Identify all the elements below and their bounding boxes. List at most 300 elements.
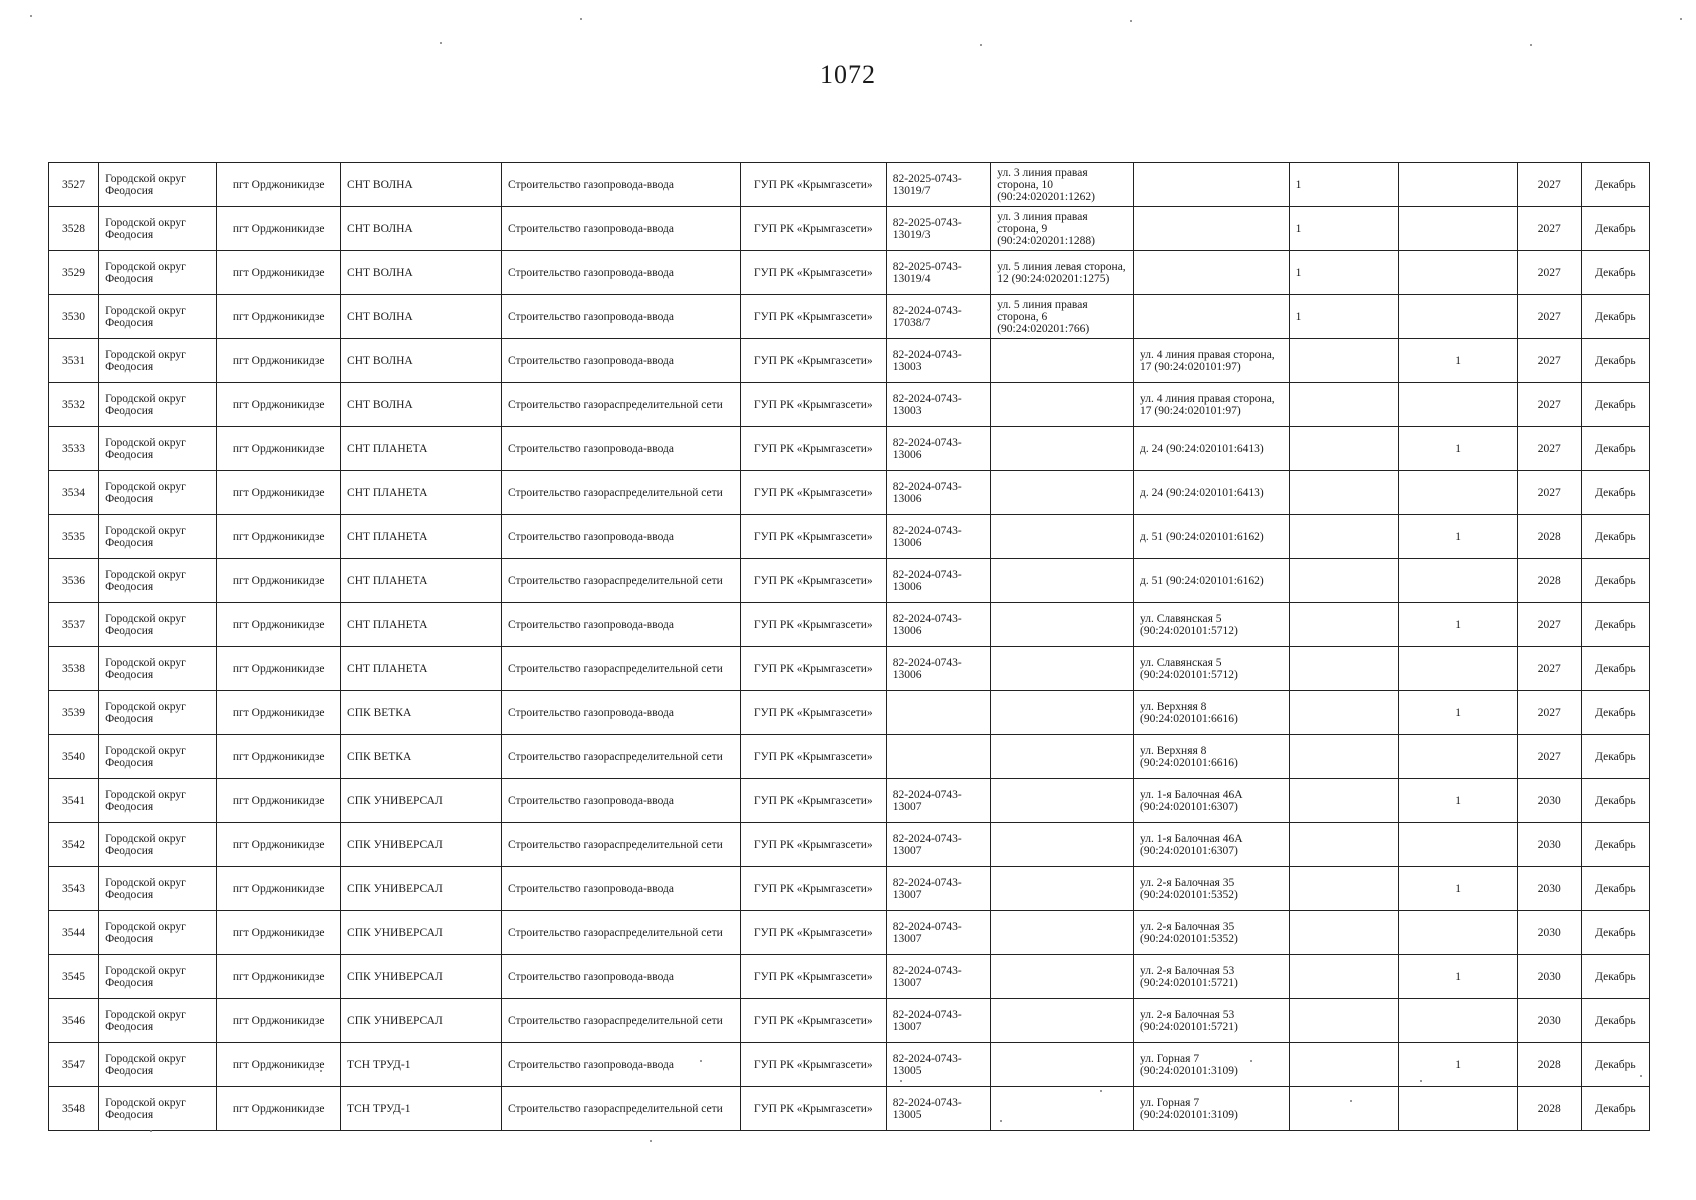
count-cell-a [1289, 559, 1399, 603]
object-cell: СПК УНИВЕРСАЛ [341, 911, 502, 955]
settlement-cell: пгт Орджоникидзе [217, 735, 341, 779]
settlement-cell: пгт Орджоникидзе [217, 691, 341, 735]
organization-cell: ГУП РК «Крымгазсети» [740, 515, 886, 559]
year-cell: 2027 [1517, 295, 1581, 339]
table-row [49, 823, 1650, 867]
table-row [49, 779, 1650, 823]
work-type-cell: Строительство газопровода-ввода [501, 691, 740, 735]
table-row [49, 647, 1650, 691]
organization-cell: ГУП РК «Крымгазсети» [740, 427, 886, 471]
address-cell-a [991, 823, 1134, 867]
scan-speck [1000, 1120, 1002, 1122]
document-number-cell [886, 691, 990, 735]
settlement-cell: пгт Орджоникидзе [217, 383, 341, 427]
row-number: 3527 [49, 163, 99, 207]
count-cell-b [1399, 1087, 1517, 1131]
address-cell-b: ул. Верхняя 8 (90:24:020101:6616) [1134, 735, 1290, 779]
year-cell: 2027 [1517, 691, 1581, 735]
year-cell: 2027 [1517, 383, 1581, 427]
organization-cell: ГУП РК «Крымгазсети» [740, 163, 886, 207]
organization-cell: ГУП РК «Крымгазсети» [740, 691, 886, 735]
row-number: 3544 [49, 911, 99, 955]
month-cell: Декабрь [1581, 823, 1649, 867]
table-row [49, 383, 1650, 427]
document-number-cell: 82-2024-0743-13003 [886, 383, 990, 427]
object-cell: СПК УНИВЕРСАЛ [341, 999, 502, 1043]
address-cell-a [991, 515, 1134, 559]
scan-speck [320, 1070, 322, 1072]
address-cell-b: ул. Горная 7 (90:24:020101:3109) [1134, 1043, 1290, 1087]
district-cell: Городской округ Феодосия [99, 383, 217, 427]
year-cell: 2028 [1517, 559, 1581, 603]
table-row [49, 251, 1650, 295]
month-cell: Декабрь [1581, 163, 1649, 207]
scan-speck [1530, 44, 1532, 46]
object-cell: СНТ ВОЛНА [341, 251, 502, 295]
row-number: 3532 [49, 383, 99, 427]
year-cell: 2027 [1517, 471, 1581, 515]
count-cell-b [1399, 163, 1517, 207]
document-number-cell: 82-2024-0743-17038/7 [886, 295, 990, 339]
district-cell: Городской округ Феодосия [99, 207, 217, 251]
row-number: 3528 [49, 207, 99, 251]
document-number-cell: 82-2025-0743-13019/3 [886, 207, 990, 251]
address-cell-a: ул. 5 линия правая сторона, 6 (90:24:020201:766) [991, 295, 1134, 339]
object-cell: СНТ ВОЛНА [341, 339, 502, 383]
district-cell: Городской округ Феодосия [99, 691, 217, 735]
object-cell: СНТ ВОЛНА [341, 207, 502, 251]
month-cell: Декабрь [1581, 647, 1649, 691]
row-number: 3533 [49, 427, 99, 471]
document-number-cell: 82-2024-0743-13006 [886, 515, 990, 559]
table-row [49, 1043, 1650, 1087]
table-row [49, 559, 1650, 603]
settlement-cell: пгт Орджоникидзе [217, 339, 341, 383]
object-cell: СПК УНИВЕРСАЛ [341, 823, 502, 867]
address-cell-a [991, 779, 1134, 823]
year-cell: 2030 [1517, 867, 1581, 911]
organization-cell: ГУП РК «Крымгазсети» [740, 1043, 886, 1087]
year-cell: 2027 [1517, 163, 1581, 207]
organization-cell: ГУП РК «Крымгазсети» [740, 339, 886, 383]
work-type-cell: Строительство газопровода-ввода [501, 955, 740, 999]
district-cell: Городской округ Феодосия [99, 295, 217, 339]
scan-speck [1130, 20, 1132, 22]
work-type-cell: Строительство газораспределительной сети [501, 1087, 740, 1131]
document-number-cell: 82-2024-0743-13006 [886, 603, 990, 647]
work-type-cell: Строительство газопровода-ввода [501, 603, 740, 647]
count-cell-a [1289, 867, 1399, 911]
count-cell-a [1289, 735, 1399, 779]
document-number-cell: 82-2024-0743-13007 [886, 911, 990, 955]
district-cell: Городской округ Феодосия [99, 471, 217, 515]
scan-speck [1100, 1090, 1102, 1092]
object-cell: СПК ВЕТКА [341, 735, 502, 779]
organization-cell: ГУП РК «Крымгазсети» [740, 955, 886, 999]
document-number-cell: 82-2025-0743-13019/7 [886, 163, 990, 207]
row-number: 3547 [49, 1043, 99, 1087]
count-cell-b [1399, 999, 1517, 1043]
address-cell-b: ул. 2-я Балочная 35 (90:24:020101:5352) [1134, 867, 1290, 911]
object-cell: СНТ ВОЛНА [341, 383, 502, 427]
table-row [49, 603, 1650, 647]
settlement-cell: пгт Орджоникидзе [217, 1043, 341, 1087]
organization-cell: ГУП РК «Крымгазсети» [740, 559, 886, 603]
district-cell: Городской округ Феодосия [99, 999, 217, 1043]
document-number-cell: 82-2024-0743-13007 [886, 999, 990, 1043]
address-cell-a [991, 867, 1134, 911]
document-number-cell: 82-2024-0743-13005 [886, 1043, 990, 1087]
settlement-cell: пгт Орджоникидзе [217, 911, 341, 955]
address-cell-b: ул. Славянская 5 (90:24:020101:5712) [1134, 647, 1290, 691]
document-number-cell: 82-2024-0743-13006 [886, 471, 990, 515]
object-cell: ТСН ТРУД-1 [341, 1043, 502, 1087]
count-cell-a [1289, 471, 1399, 515]
count-cell-a: 1 [1289, 251, 1399, 295]
district-cell: Городской округ Феодосия [99, 603, 217, 647]
object-cell: СПК УНИВЕРСАЛ [341, 867, 502, 911]
organization-cell: ГУП РК «Крымгазсети» [740, 295, 886, 339]
address-cell-b: ул. Верхняя 8 (90:24:020101:6616) [1134, 691, 1290, 735]
district-cell: Городской округ Феодосия [99, 339, 217, 383]
month-cell: Декабрь [1581, 559, 1649, 603]
count-cell-a: 1 [1289, 295, 1399, 339]
district-cell: Городской округ Феодосия [99, 163, 217, 207]
address-cell-b: ул. Славянская 5 (90:24:020101:5712) [1134, 603, 1290, 647]
count-cell-a [1289, 955, 1399, 999]
address-cell-b: ул. 4 линия правая сторона, 17 (90:24:020101:97) [1134, 383, 1290, 427]
month-cell: Декабрь [1581, 911, 1649, 955]
table-row [49, 207, 1650, 251]
row-number: 3529 [49, 251, 99, 295]
month-cell: Декабрь [1581, 295, 1649, 339]
row-number: 3536 [49, 559, 99, 603]
row-number: 3542 [49, 823, 99, 867]
table-row [49, 999, 1650, 1043]
settlement-cell: пгт Орджоникидзе [217, 955, 341, 999]
table-row [49, 163, 1650, 207]
address-cell-b [1134, 251, 1290, 295]
address-cell-b: д. 51 (90:24:020101:6162) [1134, 515, 1290, 559]
organization-cell: ГУП РК «Крымгазсети» [740, 735, 886, 779]
count-cell-b [1399, 911, 1517, 955]
object-cell: СПК ВЕТКА [341, 691, 502, 735]
scan-speck [900, 1080, 902, 1082]
settlement-cell: пгт Орджоникидзе [217, 867, 341, 911]
month-cell: Декабрь [1581, 603, 1649, 647]
address-cell-a: ул. 3 линия правая сторона, 9 (90:24:020201:1288) [991, 207, 1134, 251]
scan-speck [1680, 18, 1682, 20]
year-cell: 2027 [1517, 603, 1581, 647]
scan-speck [580, 18, 582, 20]
count-cell-b: 1 [1399, 515, 1517, 559]
settlement-cell: пгт Орджоникидзе [217, 427, 341, 471]
address-cell-b: ул. 1-я Балочная 46А (90:24:020101:6307) [1134, 779, 1290, 823]
object-cell: СПК УНИВЕРСАЛ [341, 955, 502, 999]
settlement-cell: пгт Орджоникидзе [217, 471, 341, 515]
settlement-cell: пгт Орджоникидзе [217, 251, 341, 295]
row-number: 3539 [49, 691, 99, 735]
work-type-cell: Строительство газопровода-ввода [501, 339, 740, 383]
year-cell: 2027 [1517, 647, 1581, 691]
organization-cell: ГУП РК «Крымгазсети» [740, 603, 886, 647]
scan-speck [700, 1060, 702, 1062]
organization-cell: ГУП РК «Крымгазсети» [740, 207, 886, 251]
settlement-cell: пгт Орджоникидзе [217, 999, 341, 1043]
document-number-cell: 82-2024-0743-13007 [886, 867, 990, 911]
work-type-cell: Строительство газораспределительной сети [501, 735, 740, 779]
work-type-cell: Строительство газораспределительной сети [501, 559, 740, 603]
row-number: 3534 [49, 471, 99, 515]
count-cell-a [1289, 691, 1399, 735]
district-cell: Городской округ Феодосия [99, 779, 217, 823]
count-cell-a [1289, 647, 1399, 691]
month-cell: Декабрь [1581, 515, 1649, 559]
year-cell: 2030 [1517, 955, 1581, 999]
table-row [49, 427, 1650, 471]
table-body [49, 163, 1650, 1131]
row-number: 3543 [49, 867, 99, 911]
address-cell-a [991, 691, 1134, 735]
count-cell-b [1399, 383, 1517, 427]
document-number-cell: 82-2024-0743-13007 [886, 779, 990, 823]
address-cell-b: ул. Горная 7 (90:24:020101:3109) [1134, 1087, 1290, 1131]
count-cell-a [1289, 911, 1399, 955]
scan-speck [980, 44, 982, 46]
count-cell-a: 1 [1289, 207, 1399, 251]
address-cell-b: ул. 4 линия правая сторона, 17 (90:24:020101:97) [1134, 339, 1290, 383]
work-type-cell: Строительство газораспределительной сети [501, 383, 740, 427]
row-number: 3548 [49, 1087, 99, 1131]
work-type-cell: Строительство газораспределительной сети [501, 999, 740, 1043]
district-cell: Городской округ Феодосия [99, 823, 217, 867]
year-cell: 2027 [1517, 735, 1581, 779]
work-type-cell: Строительство газопровода-ввода [501, 515, 740, 559]
settlement-cell: пгт Орджоникидзе [217, 647, 341, 691]
address-cell-b [1134, 295, 1290, 339]
object-cell: СНТ ПЛАНЕТА [341, 471, 502, 515]
page-number: 1072 [820, 60, 876, 89]
document-number-cell: 82-2024-0743-13003 [886, 339, 990, 383]
table-row [49, 955, 1650, 999]
count-cell-b [1399, 295, 1517, 339]
address-cell-a [991, 999, 1134, 1043]
document-number-cell: 82-2024-0743-13005 [886, 1087, 990, 1131]
document-number-cell [886, 735, 990, 779]
year-cell: 2027 [1517, 207, 1581, 251]
object-cell: СНТ ПЛАНЕТА [341, 427, 502, 471]
count-cell-a [1289, 339, 1399, 383]
organization-cell: ГУП РК «Крымгазсети» [740, 779, 886, 823]
scan-speck [1420, 1080, 1422, 1082]
district-cell: Городской округ Феодосия [99, 1087, 217, 1131]
count-cell-b [1399, 251, 1517, 295]
row-number: 3538 [49, 647, 99, 691]
organization-cell: ГУП РК «Крымгазсети» [740, 471, 886, 515]
table-row [49, 471, 1650, 515]
district-cell: Городской округ Феодосия [99, 559, 217, 603]
settlement-cell: пгт Орджоникидзе [217, 295, 341, 339]
work-type-cell: Строительство газораспределительной сети [501, 911, 740, 955]
organization-cell: ГУП РК «Крымгазсети» [740, 1087, 886, 1131]
settlement-cell: пгт Орджоникидзе [217, 779, 341, 823]
object-cell: СНТ ПЛАНЕТА [341, 603, 502, 647]
count-cell-b: 1 [1399, 427, 1517, 471]
row-number: 3530 [49, 295, 99, 339]
document-number-cell: 82-2024-0743-13006 [886, 559, 990, 603]
settlement-cell: пгт Орджоникидзе [217, 163, 341, 207]
address-cell-a [991, 955, 1134, 999]
month-cell: Декабрь [1581, 779, 1649, 823]
count-cell-b [1399, 559, 1517, 603]
table-row [49, 911, 1650, 955]
organization-cell: ГУП РК «Крымгазсети» [740, 999, 886, 1043]
year-cell: 2030 [1517, 911, 1581, 955]
organization-cell: ГУП РК «Крымгазсети» [740, 823, 886, 867]
settlement-cell: пгт Орджоникидзе [217, 207, 341, 251]
count-cell-b [1399, 207, 1517, 251]
address-cell-a [991, 647, 1134, 691]
count-cell-a [1289, 603, 1399, 647]
address-cell-a [991, 735, 1134, 779]
scan-speck [650, 1140, 652, 1142]
year-cell: 2027 [1517, 427, 1581, 471]
settlement-cell: пгт Орджоникидзе [217, 603, 341, 647]
object-cell: СПК УНИВЕРСАЛ [341, 779, 502, 823]
row-number: 3545 [49, 955, 99, 999]
month-cell: Декабрь [1581, 251, 1649, 295]
address-cell-a [991, 427, 1134, 471]
work-type-cell: Строительство газораспределительной сети [501, 471, 740, 515]
month-cell: Декабрь [1581, 207, 1649, 251]
address-cell-a [991, 471, 1134, 515]
row-number: 3546 [49, 999, 99, 1043]
month-cell: Декабрь [1581, 867, 1649, 911]
count-cell-b: 1 [1399, 1043, 1517, 1087]
table-row [49, 295, 1650, 339]
district-cell: Городской округ Феодосия [99, 955, 217, 999]
count-cell-a [1289, 999, 1399, 1043]
count-cell-a [1289, 515, 1399, 559]
address-cell-b: ул. 2-я Балочная 53 (90:24:020101:5721) [1134, 999, 1290, 1043]
count-cell-a [1289, 427, 1399, 471]
table-row [49, 735, 1650, 779]
count-cell-a [1289, 779, 1399, 823]
count-cell-b [1399, 647, 1517, 691]
settlement-cell: пгт Орджоникидзе [217, 559, 341, 603]
year-cell: 2028 [1517, 1043, 1581, 1087]
count-cell-b: 1 [1399, 955, 1517, 999]
work-type-cell: Строительство газораспределительной сети [501, 823, 740, 867]
district-cell: Городской округ Феодосия [99, 911, 217, 955]
month-cell: Декабрь [1581, 691, 1649, 735]
count-cell-a [1289, 1043, 1399, 1087]
work-type-cell: Строительство газопровода-ввода [501, 867, 740, 911]
work-type-cell: Строительство газопровода-ввода [501, 295, 740, 339]
work-type-cell: Строительство газопровода-ввода [501, 163, 740, 207]
object-cell: СНТ ВОЛНА [341, 163, 502, 207]
address-cell-a [991, 1043, 1134, 1087]
scan-speck [1640, 1075, 1642, 1077]
address-cell-b: ул. 2-я Балочная 53 (90:24:020101:5721) [1134, 955, 1290, 999]
address-cell-b: ул. 1-я Балочная 46А (90:24:020101:6307) [1134, 823, 1290, 867]
document-number-cell: 82-2024-0743-13006 [886, 427, 990, 471]
district-cell: Городской округ Феодосия [99, 427, 217, 471]
document-number-cell: 82-2024-0743-13006 [886, 647, 990, 691]
row-number: 3531 [49, 339, 99, 383]
organization-cell: ГУП РК «Крымгазсети» [740, 647, 886, 691]
work-type-cell: Строительство газопровода-ввода [501, 1043, 740, 1087]
address-cell-a [991, 339, 1134, 383]
count-cell-b [1399, 471, 1517, 515]
scan-speck [440, 42, 442, 44]
row-number: 3535 [49, 515, 99, 559]
settlement-cell: пгт Орджоникидзе [217, 1087, 341, 1131]
month-cell: Декабрь [1581, 735, 1649, 779]
count-cell-b [1399, 823, 1517, 867]
organization-cell: ГУП РК «Крымгазсети» [740, 867, 886, 911]
object-cell: СНТ ПЛАНЕТА [341, 559, 502, 603]
settlement-cell: пгт Орджоникидзе [217, 823, 341, 867]
table-row [49, 867, 1650, 911]
address-cell-a [991, 559, 1134, 603]
month-cell: Декабрь [1581, 471, 1649, 515]
district-cell: Городской округ Феодосия [99, 515, 217, 559]
organization-cell: ГУП РК «Крымгазсети» [740, 383, 886, 427]
address-cell-a: ул. 5 линия левая сторона, 12 (90:24:020201:1275) [991, 251, 1134, 295]
year-cell: 2030 [1517, 823, 1581, 867]
address-cell-b [1134, 163, 1290, 207]
count-cell-b: 1 [1399, 779, 1517, 823]
scan-speck [30, 15, 32, 17]
work-type-cell: Строительство газопровода-ввода [501, 207, 740, 251]
table-row [49, 1087, 1650, 1131]
settlement-cell: пгт Орджоникидзе [217, 515, 341, 559]
year-cell: 2030 [1517, 779, 1581, 823]
address-cell-b: ул. 2-я Балочная 35 (90:24:020101:5352) [1134, 911, 1290, 955]
row-number: 3537 [49, 603, 99, 647]
table-row [49, 339, 1650, 383]
year-cell: 2027 [1517, 251, 1581, 295]
organization-cell: ГУП РК «Крымгазсети» [740, 251, 886, 295]
count-cell-b: 1 [1399, 339, 1517, 383]
month-cell: Декабрь [1581, 427, 1649, 471]
table-row [49, 515, 1650, 559]
address-cell-b: д. 51 (90:24:020101:6162) [1134, 559, 1290, 603]
district-cell: Городской округ Феодосия [99, 867, 217, 911]
district-cell: Городской округ Феодосия [99, 735, 217, 779]
address-cell-b [1134, 207, 1290, 251]
address-cell-a [991, 603, 1134, 647]
count-cell-a [1289, 823, 1399, 867]
object-cell: СНТ ВОЛНА [341, 295, 502, 339]
count-cell-a [1289, 1087, 1399, 1131]
year-cell: 2027 [1517, 339, 1581, 383]
scan-speck [1250, 1060, 1252, 1062]
address-cell-a [991, 911, 1134, 955]
district-cell: Городской округ Феодосия [99, 251, 217, 295]
month-cell: Декабрь [1581, 955, 1649, 999]
work-type-cell: Строительство газопровода-ввода [501, 427, 740, 471]
month-cell: Декабрь [1581, 999, 1649, 1043]
address-cell-b: д. 24 (90:24:020101:6413) [1134, 471, 1290, 515]
work-type-cell: Строительство газопровода-ввода [501, 779, 740, 823]
district-cell: Городской округ Феодосия [99, 1043, 217, 1087]
document-number-cell: 82-2025-0743-13019/4 [886, 251, 990, 295]
month-cell: Декабрь [1581, 383, 1649, 427]
organization-cell: ГУП РК «Крымгазсети» [740, 911, 886, 955]
count-cell-a: 1 [1289, 163, 1399, 207]
